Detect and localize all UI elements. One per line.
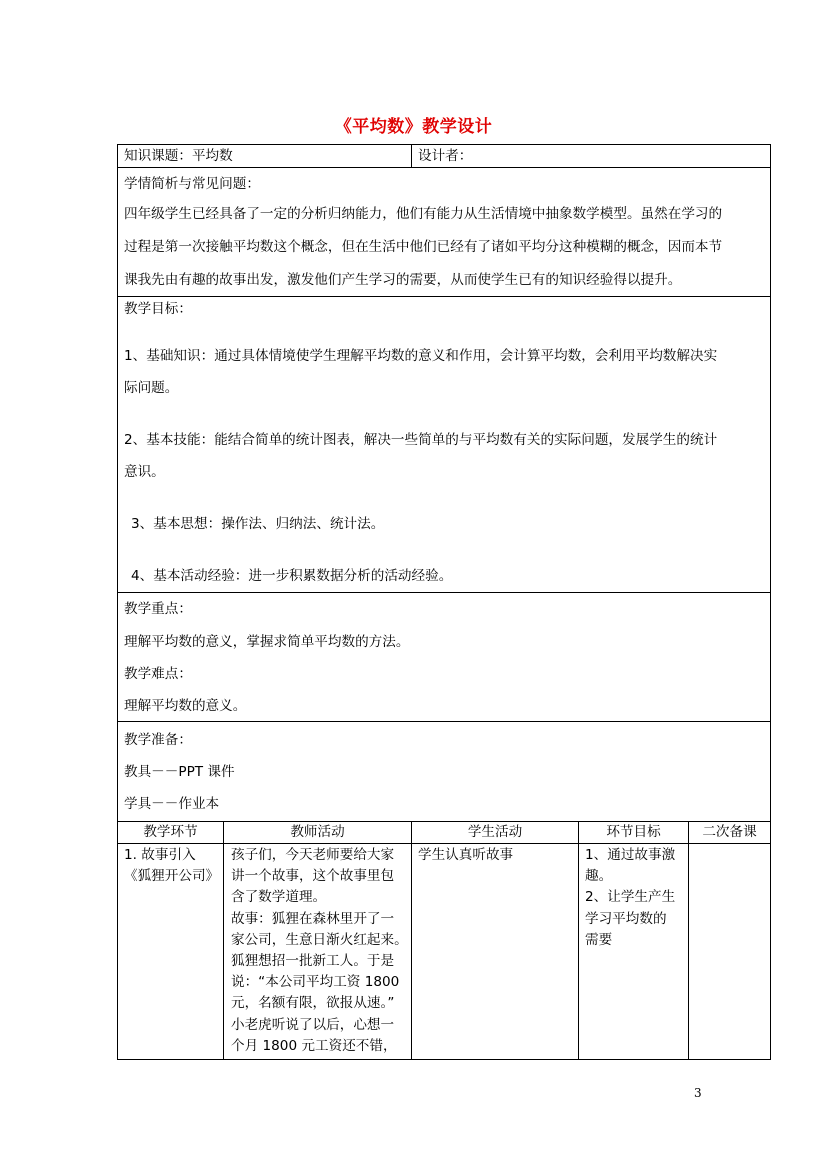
- table-border: [117, 144, 771, 145]
- teacher-line: 孩子们，今天老师要给大家: [231, 847, 395, 863]
- stage-line: 《狐狸开公司》: [124, 868, 220, 885]
- page-number: 3: [694, 1086, 702, 1100]
- focus-text: 理解平均数的意义，掌握求简单平均数的方法。: [124, 634, 410, 650]
- focus-heading: 教学重点：: [124, 601, 192, 617]
- analysis-line: 课我先由有趣的故事出发，激发他们产生学习的需要，从而使学生已有的知识经验得以提升。: [124, 272, 682, 288]
- col-header-remark: 二次备课: [702, 824, 757, 840]
- table-border: [117, 167, 771, 168]
- stage-line: 1. 故事引入: [124, 847, 196, 863]
- teacher-line: 故事：狐狸在森林里开了一: [231, 910, 395, 927]
- table-border: [117, 296, 771, 297]
- document-title: 《平均数》教学设计: [334, 117, 493, 137]
- teacher-line: 家公司，生意日渐火红起来。: [231, 931, 408, 948]
- analysis-heading: 学情简析与常见问题：: [124, 176, 260, 192]
- analysis-line: 过程是第一次接触平均数这个概念，但在生活中他们已经有了诸如平均分这种模糊的概念，因而本节: [124, 239, 723, 255]
- goals-heading: 教学目标：: [124, 301, 192, 317]
- goal-line: 学习平均数的: [585, 910, 667, 927]
- goal-line: 需要: [585, 931, 613, 948]
- goal-basic-skill: 2、基本技能：能结合简单的统计图表，解决一些简单的与平均数有关的实际问题，发展学生的统计: [124, 432, 718, 448]
- goal-line: 趣。: [585, 868, 613, 885]
- teacher-line: 说：“本公司平均工资 1800: [231, 974, 400, 991]
- teacher-line: 个月 1800 元工资还不错，: [231, 1037, 397, 1054]
- col-header-student: 学生活动: [467, 824, 523, 840]
- table-border: [117, 821, 771, 822]
- stage-goal-cell: [585, 845, 689, 951]
- table-border: [411, 144, 412, 168]
- analysis-line: 四年级学生已经具备了一定的分析归纳能力，他们有能力从生活情境中抽象数学模型。虽然在学习的: [124, 206, 723, 222]
- col-header-teacher: 教师活动: [290, 824, 345, 840]
- student-activity-cell: 学生认真听故事: [418, 847, 514, 863]
- col-header-stage: 教学环节: [143, 824, 198, 840]
- table-border: [770, 144, 771, 1060]
- teacher-line: 讲一个故事，这个故事里包: [231, 868, 395, 885]
- designer-cell: 设计者：: [418, 148, 473, 164]
- teacher-line: 元，名额有限，欲报从速。”: [231, 995, 395, 1012]
- table-border: [578, 821, 579, 1060]
- table-border: [117, 144, 118, 1060]
- topic-cell: 知识课题：平均数: [124, 148, 233, 164]
- goal-basic-thinking: 3、基本思想：操作法、归纳法、统计法。: [131, 516, 385, 532]
- teacher-line: 狐狸想招一批新工人。于是: [231, 953, 395, 970]
- goal-line: 1、通过故事激: [585, 847, 676, 863]
- goal-basic-skill-cont: 意识。: [124, 464, 165, 480]
- table-border: [117, 592, 771, 593]
- table-border: [117, 721, 771, 722]
- stage-cell: [124, 845, 224, 887]
- difficulty-text: 理解平均数的意义。: [124, 698, 247, 714]
- prep-heading: 教学准备：: [124, 732, 192, 748]
- student-tools: 学具－－作业本: [124, 796, 220, 812]
- table-border: [117, 1059, 771, 1060]
- goal-line: 2、让学生产生: [585, 889, 676, 906]
- table-border: [411, 821, 412, 1060]
- teacher-tools: 教具－－PPT 课件: [124, 764, 235, 780]
- goal-activity-experience: 4、基本活动经验：进一步积累数据分析的活动经验。: [131, 568, 453, 584]
- difficulty-heading: 教学难点：: [124, 666, 192, 682]
- teacher-line: 含了数学道理。: [231, 889, 327, 906]
- goal-basic-knowledge-cont: 际问题。: [124, 380, 179, 396]
- teacher-activity-cell: [231, 845, 411, 1057]
- goal-basic-knowledge: 1、基础知识：通过具体情境使学生理解平均数的意义和作用，会计算平均数，会利用平均数解决实: [124, 348, 718, 364]
- table-border: [117, 843, 771, 844]
- teacher-line: 小老虎听说了以后，心想一: [231, 1016, 395, 1033]
- col-header-goal: 环节目标: [606, 824, 661, 840]
